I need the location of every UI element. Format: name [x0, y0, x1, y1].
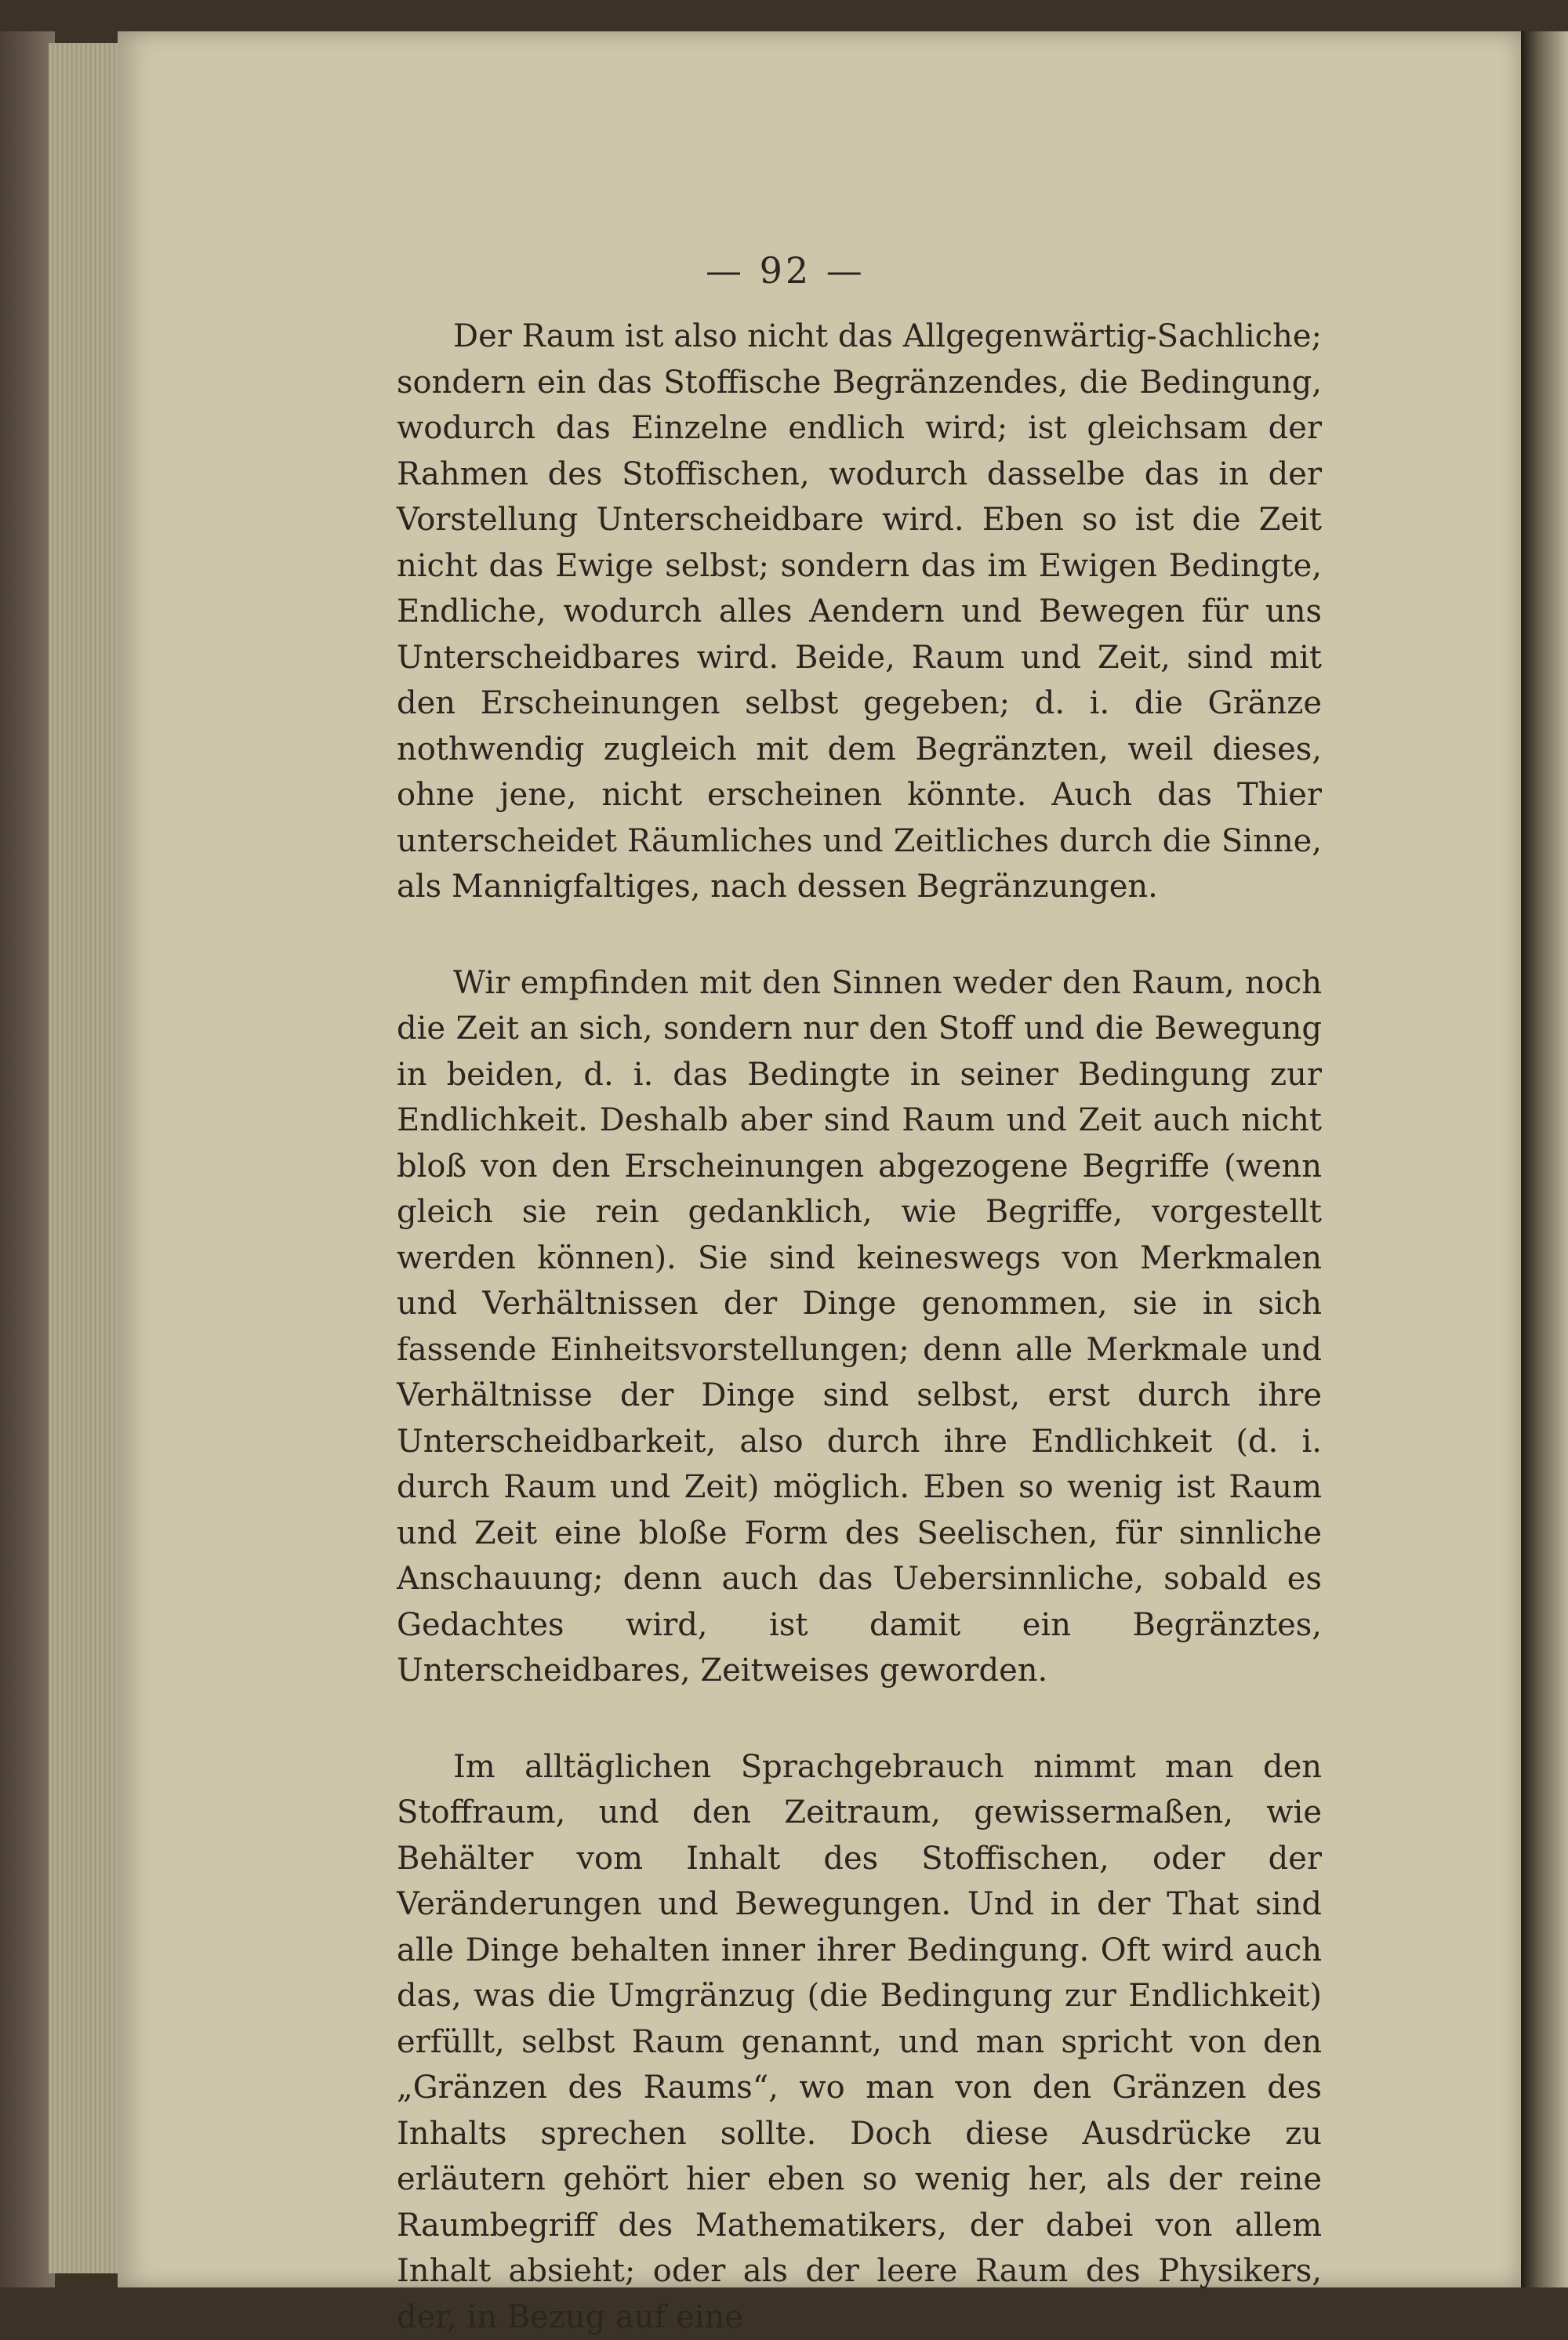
next-page-edge — [1521, 31, 1568, 2287]
paragraph-2: Wir empfinden mit den Sinnen weder den Raum, noch die Zeit an sich, sondern nur den Stoff und die Bewegung in beiden, d. i. das Bedingte in seiner Bedingung zur Endlichkeit. Deshalb aber sind Raum und Zeit auch nicht bloß von den Erscheinungen abgezogene Begriffe (wenn gleich sie rein gedanklich, wie Begriffe, vorgestellt werden können). Sie sind keineswegs von Merkmalen und Verhältnissen der Dinge genommen, sie in sich fassende Einheitsvorstellungen; denn alle Merkmale und Verhältnisse der Dinge sind selbst, erst durch ihre Unterscheidbarkeit, also durch ihre Endlichkeit (d. i. durch Raum und Zeit) möglich. Eben so wenig ist Raum und Zeit eine bloße Form des Seelischen, für sinnliche Anschauung; denn auch das Uebersinnliche, sobald es Gedachtes wird, ist damit ein Begränztes, Unterscheidbares, Zeitweises geworden. — [397, 960, 1322, 1694]
page-text — [397, 314, 1322, 2340]
paragraph-3: Im alltäglichen Sprachgebrauch nimmt man den Stoffraum, und den Zeitraum, gewissermaßen, wie Behälter vom Inhalt des Stoffischen, oder der Veränderungen und Bewegungen. Und in der That sind alle Dinge behalten inner ihrer Bedingung. Oft wird auch das, was die Umgränzug (die Bedingung zur Endlichkeit) erfüllt, selbst Raum genannt, und man spricht von den „Gränzen des Raums“, wo man von den Gränzen des Inhalts sprechen sollte. Doch diese Ausdrücke zu erläutern gehört hier eben so wenig her, als der reine Raumbegriff des Mathematikers, der dabei von allem Inhalt absieht; oder als der leere Raum des Physikers, der, in Bezug auf eine — [397, 1744, 1322, 2340]
page-number: — 92 — — [706, 249, 1019, 292]
paragraph-1: Der Raum ist also nicht das Allgegenwärtig-Sachliche; sondern ein das Stoffische Begränzendes, die Bedingung, wodurch das Einzelne endlich wird; ist gleichsam der Rahmen des Stoffischen, wodurch dasselbe das in der Vorstellung Unterscheidbare wird. Eben so ist die Zeit nicht das Ewige selbst; sondern das im Ewigen Bedingte, Endliche, wodurch alles Aendern und Bewegen für uns Unterscheidbares wird. Beide, Raum und Zeit, sind mit den Erscheinungen selbst gegeben; d. i. die Gränze nothwendig zugleich mit dem Begränzten, weil dieses, ohne jene, nicht erscheinen könnte. Auch das Thier unterscheidet Räumliches und Zeitliches durch die Sinne, als Mannigfaltiges, nach dessen Begränzungen. — [397, 314, 1322, 910]
book-binding-left — [0, 31, 55, 2287]
